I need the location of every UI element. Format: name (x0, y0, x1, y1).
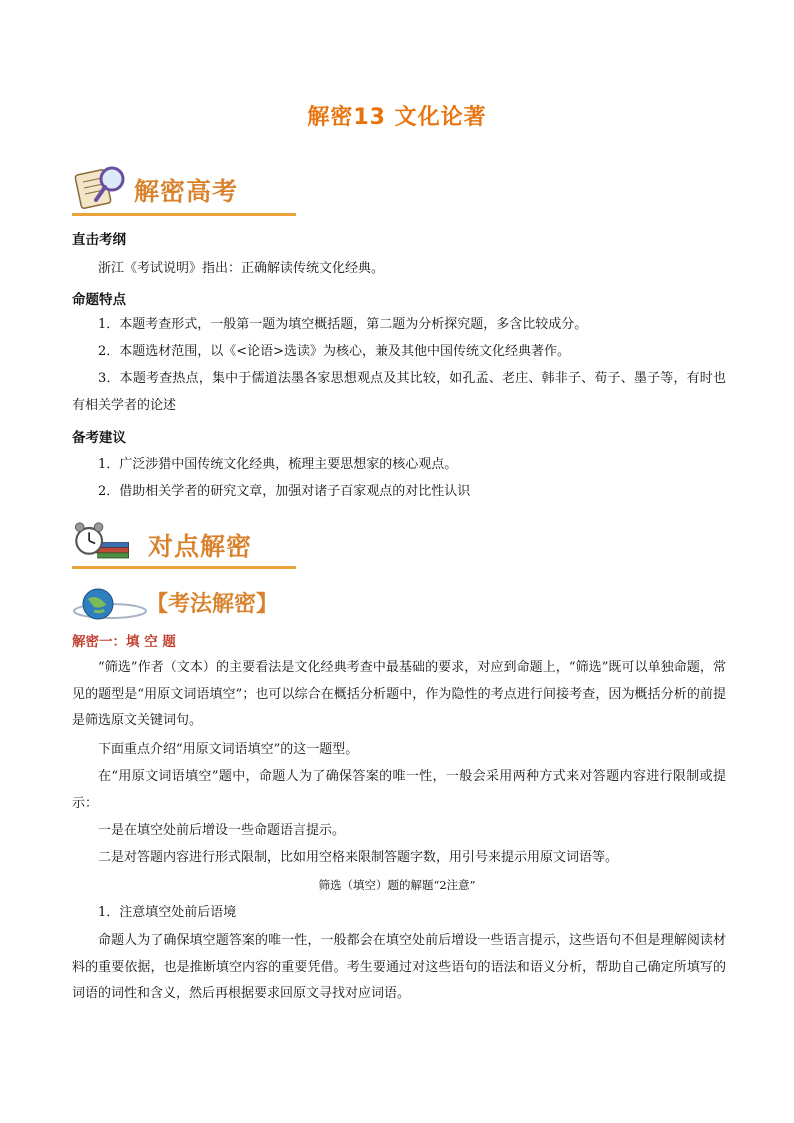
banner-underline (72, 213, 296, 216)
banner-label: 对点解密 (148, 532, 253, 561)
document-title: 解密13 文化论著 (307, 105, 487, 130)
banner-jiemi-gaokao (72, 162, 302, 216)
paragraph-4: 一是在填空处前后增设一些命题语言提示。 (98, 823, 346, 838)
paragraph-1: “筛选”作者（文本）的主要看法是文化经典考查中最基础的要求，对应到命题上，“筛选”既可以单独命题，常见的题型是“用原文词语填空”；也可以综合在概括分析题中，作为隐性的考点进行间接考查，因为概括分析的前提是筛选原文关键词句。 (72, 660, 726, 728)
banner-duidian-jiemi (72, 515, 302, 569)
paragraph-3: 在“用原文词语填空”题中，命题人为了确保答案的唯一性，一般会采用两种方式来对答题内容进行限制或提示： (72, 769, 726, 811)
feature-2: 2．本题选材范围，以《<论语>选读》为核心，兼及其他中国传统文化经典著作。 (98, 344, 571, 359)
advice-1: 1．广泛涉猎中国传统文化经典，梳理主要思想家的核心观点。 (98, 457, 458, 472)
subheading-fill-blank: 解密一：填 空 题 (72, 634, 176, 650)
paragraph-2: 下面重点介绍“用原文词语填空”的这一题型。 (98, 742, 359, 757)
banner-label: 解密高考 (134, 177, 239, 206)
sub-banner (72, 583, 312, 623)
advice-2: 2．借助相关学者的研究文章，加强对诸子百家观点的对比性认识 (98, 484, 471, 499)
caption: 筛选（填空）题的解题“2注意” (318, 878, 476, 892)
magnifier-notepad-icon (72, 162, 132, 212)
paragraph-5: 二是对答题内容进行形式限制，比如用空格来限制答题字数，用引号来提示用原文词语等。 (98, 850, 619, 865)
alarm-clock-books-icon (72, 515, 132, 565)
point-1: 1．注意填空处前后语境 (98, 905, 237, 920)
globe-icon (72, 585, 152, 623)
paragraph-6: 命题人为了确保填空题答案的唯一性，一般都会在填空处前后增设一些语言提示，这些语句不但是理解阅读材料的重要依据，也是推断填空内容的重要凭借。考生要通过对这些语句的语法和语义分析，帮助自己确定所填写的词语的词性和含义，然后再根据要求回原文寻找对应词语。 (72, 933, 726, 1001)
banner-underline (72, 566, 296, 569)
outline-text: 浙江《考试说明》指出：正确解读传统文化经典。 (98, 261, 385, 276)
feature-3: 3．本题考查热点，集中于儒道法墨各家思想观点及其比较，如孔孟、老庄、韩非子、荀子、墨子等，有时也有相关学者的论述 (72, 371, 726, 413)
heading-outline: 直击考纲 (72, 232, 126, 248)
heading-advice: 备考建议 (72, 430, 126, 446)
sub-banner-label: 【考法解密】 (146, 592, 279, 617)
feature-1: 1．本题考查形式，一般第一题为填空概括题，第二题为分析探究题，多含比较成分。 (98, 317, 588, 332)
heading-features: 命题特点 (72, 292, 126, 308)
